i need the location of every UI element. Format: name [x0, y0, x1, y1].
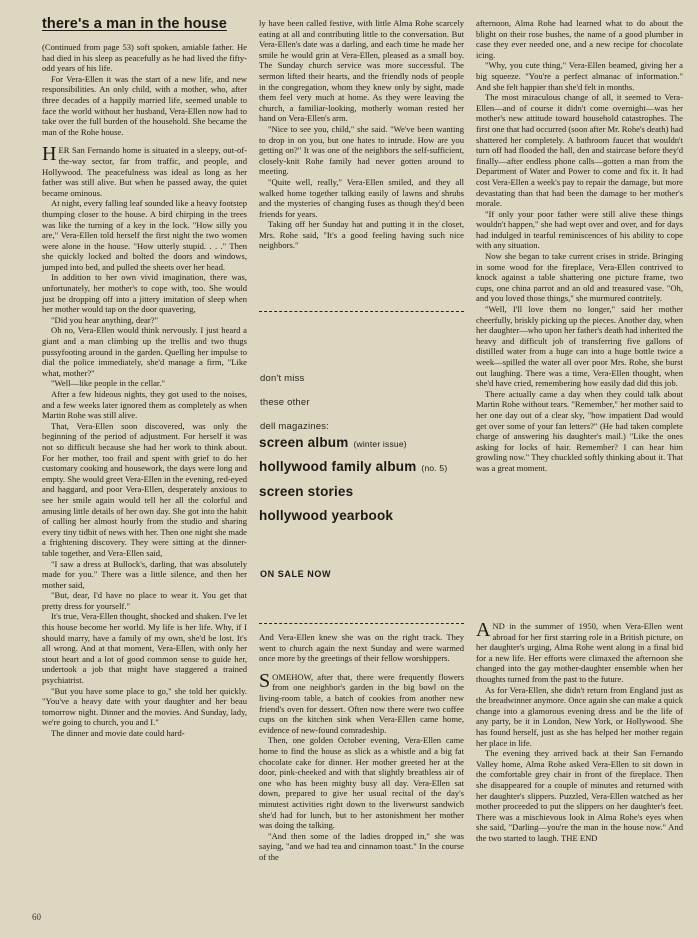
- drop-cap: A: [476, 619, 491, 641]
- ad-intro-line: don't miss: [260, 373, 305, 384]
- dell-magazines-ad: [259, 311, 464, 629]
- paragraph: For Vera-Ellen it was the start of a new life, and new responsibilities. An only child, with a mother, who, after three decades of a happily married life, seemed unable to face the world without her husband, Vera-Ellen now had to take over the full burden of the household. She became the man of the Rohe house.: [42, 73, 247, 137]
- article-column-3-bottom: [476, 621, 683, 843]
- paragraph: (Continued from page 53) soft spoken, amiable father. He had died in his sleep as peacefully as he had lived the fifty-odd years of his life.: [42, 42, 247, 74]
- paragraph: "Why, you cute thing," Vera-Ellen beamed, giving her a big squeeze. "You're a perfect almanac of information." And she felt happier than she'd felt in months.: [476, 60, 683, 92]
- ad-magazine-title: hollywood family album (no. 5): [259, 459, 448, 474]
- paragraph: The most miraculous change of all, it seemed to Vera-Ellen—and of course it didn't come overnight—was her mother's new attitude toward household catastrophes. The first one that had occurred (soon after Mr. Rohe's death) had shattered her completely. A bathroom faucet that wouldn't turn off had flooded the hall, den and staircase before they'd finally—after endless phone calls—gotten a man from the Department of Water and Power to come and fix it. It had cost Vera-Ellen a week's pay to repair the damage, but more devastating than that had been the damage to her mother's morale.: [476, 92, 684, 209]
- paragraph: In addition to her own vivid imagination, there was, unfortunately, her mother's to cope with, too. She would just be dropping off into a jittery imitation of sleep when her mother would tap on the door quavering,: [42, 272, 247, 315]
- paragraph: Taking off her Sunday hat and putting it in the closet, Mrs. Rohe said, "It's a good feeling having such nice neighbors.": [259, 219, 464, 251]
- ad-magazine-title: screen album (winter issue): [259, 435, 407, 450]
- ad-magazine-title: hollywood yearbook: [259, 508, 394, 523]
- ad-intro-line: these other: [260, 397, 310, 408]
- paragraph-text: OMEHOW, after that, there were frequently flowers from one neighbor's garden in the big bowl on the living-room table, a batch of cookies from another new friend's oven for dessert. Often now there were two coffee cups on the kitchen sink when Vera-Ellen came home, evidence of new-found comradeship.: [259, 671, 464, 735]
- paragraph: It's true, Vera-Ellen thought, shocked and shaken. I've let this house become her world. My life is her life. Why, if I should marry, have a family of my own, she'd be lost. It's all wrong. And at that moment, Vera-Ellen, with only her stout heart and a lot of good common sense to guide her, undertook a job that might have staggered a trained psychiatrist.: [42, 611, 247, 686]
- paragraph: "I saw a dress at Bullock's, darling, that was absolutely made for you." There was a little silence, and then her mother said,: [42, 558, 247, 590]
- paragraph: Then, one golden October evening, Vera-Ellen came home to find the house as slick as a whistle and a big fat chocolate cake for dinner. Her mother greeted her at the door, pink-cheeked and with that slightly breathless air of one who has been mighty busy all day. Vera-Ellen sat down, prepared to give her usual recital of the day's minutest activities right down to the liverwurst sandwich she'd had for lunch, but to her astonishment her mother was doing the talking.: [259, 735, 464, 831]
- paragraph-dropcap: [476, 621, 683, 685]
- ad-bottom-rule: [259, 623, 464, 624]
- paragraph: After a few hideous nights, they got used to the noises, and a few weeks later ignored them as completely as when Martin Rohe was still alive.: [42, 389, 247, 421]
- paragraph: Oh no, Vera-Ellen would think nervously. I just heard a giant and a man climbing up the trellis and two thugs pussyfooting around in the garden. Quelling her impulse to dial the police immediately, she'd manage a firm, "Like what, mother?": [42, 325, 247, 378]
- paragraph: "Nice to see you, child," she said. "We've been wanting to drop in on you, but one hates to intrude. How are you getting on?" It was one of the neighbors the self-sufficient, closely-knit Rohe family had never gotten around to meeting.: [259, 123, 464, 177]
- paragraph: The dinner and movie date could hard-: [51, 728, 185, 738]
- paragraph-text: The evening they arrived back at their San Fernando Valley home, Alma Rohe asked Vera-Ellen to sit down in the comfortable grey chair in front of the fireplace. Then she disappeared for a couple of minutes and returned with her daughter's slippers. Puzzled, Vera-Ellen watched as her mother proceeded to put the slippers on her daughter's feet. There was a mischievous look in Alma Rohe's eyes when she said, "Darling—you're the man in the house now." And the two started to laugh.: [476, 748, 683, 843]
- paragraph-dropcap: [259, 669, 464, 736]
- drop-cap: S: [259, 669, 271, 692]
- paragraph: There actually came a day when they could talk about Martin Rohe without tears. "Remember," her mother said to her one day out of a clear sky, "how impatient Dad would get over some of your fan letters?" (He had taken complete charge of answering his daughter's mail.) "Like the ones asking for locks of hair. Remember? I can hear him growling now." They chuckled softly thinking about it. That was a great moment.: [476, 388, 683, 473]
- ad-on-sale: ON SALE NOW: [260, 569, 332, 579]
- paragraph: "Well—like people in the cellar.": [51, 378, 165, 389]
- paragraph: And Vera-Ellen knew she was on the right track. They went to church again the next Sunday and were warmed once more by the greetings of their fellow worshippers.: [259, 632, 464, 664]
- paragraph: "But you have some place to go," she told her quickly. "You've a heavy date with your daughter and her beau tomorrow night. Dinner and the movies. And Sunday, lady, we're going to church, you and I.": [42, 685, 247, 728]
- paragraph: "Well, I'll love them no longer," said her mother cheerfully, briskly picking up the pieces. Another day, when her daughter—who upon her father's death had inherited the heavy and difficult job of transferring five gallons of distilled water from a huge can into a huge bottle twice a week—spilled the water all over poor Mrs. Rohe, she burst out laughing. There was a time, Vera-Ellen thought, when she'd have cried, remembering how easily dad did this job.: [476, 304, 683, 389]
- paragraph: "And then some of the ladies dropped in," she was saying, "and we had tea and cinnamon toast." In the course of the: [259, 830, 464, 862]
- ad-magazine-title: screen stories: [259, 484, 354, 499]
- drop-cap: H: [42, 143, 57, 166]
- paragraph-text: ND in the summer of 1950, when Vera-Ellen went abroad for her first starring role in a British picture, on her daughter's urging, Alma Rohe went along in a final bid for a new life. Her efforts were climaxed the afternoon she changed into the gay mother-daughter ensemble when her thoughts turned from the past to the future.: [476, 621, 683, 684]
- paragraph: "Did you hear anything, dear?": [51, 314, 159, 325]
- article-column-1: [42, 18, 247, 739]
- paragraph-dropcap: [42, 145, 247, 198]
- article-column-3-top: [476, 18, 683, 474]
- ad-intro-line: dell magazines:: [260, 421, 330, 432]
- paragraph: [476, 748, 683, 843]
- article-column-2-top: [259, 18, 464, 251]
- paragraph: Now she began to take current crises in stride. Bringing in some wood for the fireplace, Vera-Ellen contrived to knock against a table shattering one picture frame, two cups, one china parrot and an old and treasured vase. "Oh, and you loved those things," she murmured contritely.: [476, 251, 683, 304]
- article-column-2-bottom: [259, 632, 464, 862]
- ad-top-rule: [259, 311, 464, 312]
- end-mark: THE END: [560, 832, 598, 843]
- paragraph: "If only your poor father were still alive these things wouldn't happen," she had wept over and over, and for days had indulged in tearful reminiscences of his ability to cope with any situation.: [476, 208, 683, 251]
- paragraph: "But, dear, I'd have no place to wear it. You get that pretty dress for yourself.": [42, 590, 247, 611]
- paragraph: As for Vera-Ellen, she didn't return from England just as the breadwinner anymore. Once again she can make a quick change into a glamorous evening dress and be the life of any party, be it in London, New York, or Hollywood. She has found herself, just as she has helped her mother regain her place in life.: [476, 684, 683, 748]
- paragraph: At night, every falling leaf sounded like a heavy footstep thumping closer to the house. A bird chirping in the trees was like the turning of a key in the lock. "How silly you are," Vera-Ellen told herself the first night the two women were alone in the house. "How utterly stupid. . . ." Then she quickly locked and bolted the doors and windows, jumped into bed, and pulled the sheets over her head.: [42, 198, 247, 272]
- paragraph-text: ER San Fernando home is situated in a sleepy, out-of-the-way sector, far from traffic, and people, and Hollywood. The peacefulness was ideal as long as her father was still alive. But when he passed away, the quiet became ominous.: [42, 145, 247, 198]
- paragraph: "Quite well, really," Vera-Ellen smiled, and they all walked home together talking easily of lawns and shrubs and the mysteries of changing fuses as though they'd been friends for years.: [259, 176, 464, 219]
- paragraph: afternoon, Alma Rohe had learned what to do about the blight on their rose bushes, the name of a good plumber in case they ever needed one, and a new recipe for chocolate icing.: [476, 18, 683, 60]
- page-number: 60: [32, 912, 41, 922]
- article-title: there's a man in the house: [42, 16, 227, 32]
- paragraph: ly have been called festive, with little Alma Rohe scarcely eating at all and contributing little to the conversation. But Vera-Ellen's date was a darling, and each time he made her smile he would grin at Vera-Ellen, pleased as a small boy. The Sunday church service was more successful. The sermon lifted their hearts, and the friendly nods of people in the congregation, whom they knew only by sight, made them feel very much at home. As they were leaving the church, a familiar-looking, motherly woman rested her hand on Vera-Ellen's arm.: [259, 18, 464, 124]
- paragraph: That, Vera-Ellen soon discovered, was only the beginning of the period of adjustment. For herself it was not so difficult because she had her work to think about. For her mother, too frail and spent with grief to do her customary cooking and housework, the days were long and empty. She would greet Vera-Ellen in the evening, red-eyed and haggard, and poor Vera-Ellen, desperately anxious to see her smile again would tell her all the colorful and amusing little details of her own day. She got into the habit of calling her almost hourly from the studio and sharing every tiny tidbit of news with her. Then one night she made a frightening discovery. They were sitting at the dinner-table together, and Vera-Ellen said,: [42, 420, 247, 558]
